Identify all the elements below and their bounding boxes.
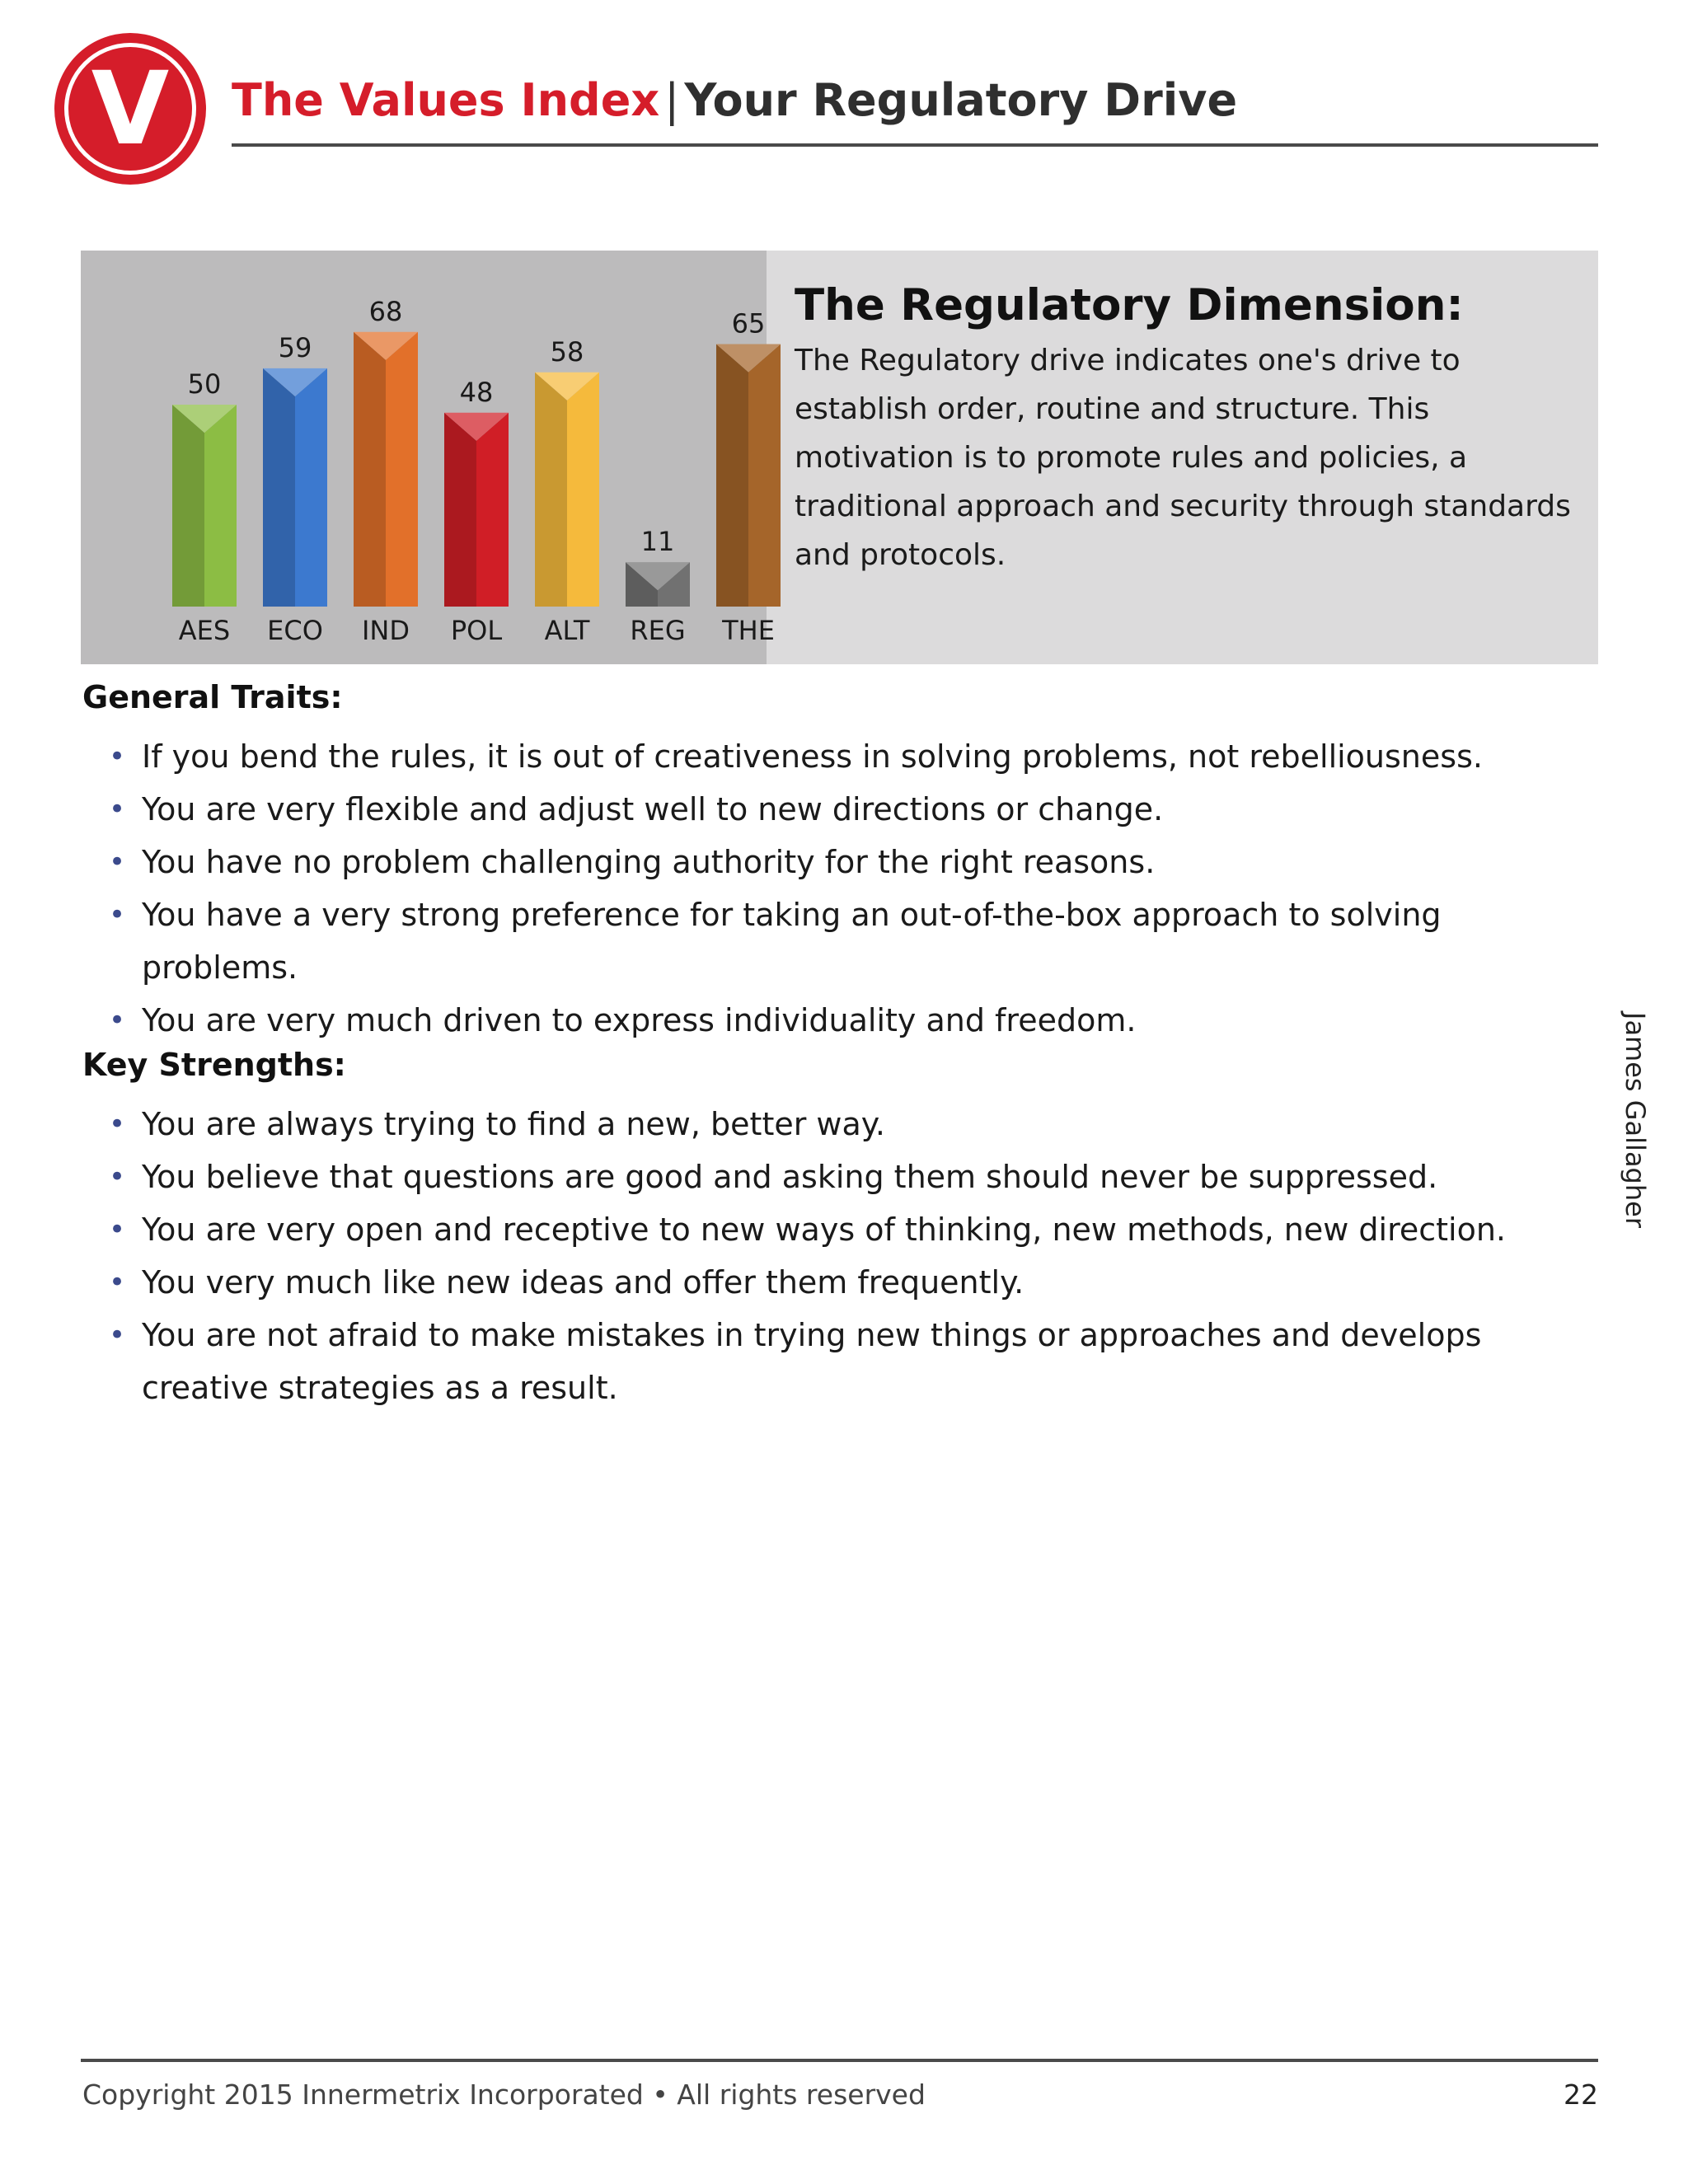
values-bar-chart — [81, 251, 775, 664]
bar-value-label: 58 — [550, 335, 584, 368]
brand-name: The Values Index — [232, 74, 660, 126]
bar-reg — [626, 526, 690, 646]
bar-right-face — [386, 332, 418, 607]
bar-left-face — [444, 413, 476, 607]
bullet-icon: • — [109, 740, 126, 773]
key-strengths-list — [82, 1098, 1550, 1414]
bar-right-face — [567, 373, 599, 607]
list-item — [82, 888, 1550, 994]
list-item — [82, 836, 1550, 888]
list-item — [82, 1151, 1550, 1203]
footer-divider — [81, 2059, 1598, 2062]
bar-category-label: ECO — [267, 615, 323, 646]
bar-value-label: 48 — [459, 376, 494, 408]
bar-category-label: REG — [630, 615, 686, 646]
header-divider — [232, 143, 1598, 147]
bar-right-face — [748, 344, 781, 607]
bullet-icon: • — [109, 846, 126, 879]
bar-right-face — [204, 405, 237, 607]
bar-left-face — [716, 344, 748, 607]
list-item-text: If you bend the rules, it is out of creativeness in solving problems, not rebelliousness. — [142, 738, 1483, 775]
page-number: 22 — [1564, 2079, 1598, 2111]
bullet-icon: • — [109, 1213, 126, 1246]
bar-eco — [263, 332, 327, 646]
list-item-text: You very much like new ideas and offer them frequently. — [142, 1264, 1025, 1301]
bar-value-label: 65 — [731, 307, 766, 340]
logo-letter: V — [91, 50, 170, 167]
general-traits-list — [82, 730, 1550, 1047]
bar-ind — [354, 296, 418, 646]
bullet-icon: • — [109, 898, 126, 931]
dimension-description: The Regulatory drive indicates one's drive to establish order, routine and structure. This motivation is to promote rules and policies, a traditional approach and security through standards and protocols. — [795, 344, 1571, 572]
footer-copyright: Copyright 2015 Innermetrix Incorporated • All rights reserved — [82, 2079, 926, 2111]
bar-right-face — [476, 413, 509, 607]
list-item-text: You have no problem challenging authority for the right reasons. — [142, 844, 1156, 880]
bar-category-label: ALT — [544, 615, 590, 646]
bar-aes — [172, 368, 237, 646]
list-item — [82, 730, 1550, 783]
bar-value-label: 11 — [640, 526, 675, 558]
bar-value-label: 59 — [278, 331, 312, 363]
bar-value-label: 68 — [368, 295, 403, 327]
participant-name: James Gallagher — [1620, 1012, 1651, 1228]
bar-category-label: THE — [722, 615, 775, 646]
bar-left-face — [172, 405, 204, 607]
list-item-text: You have a very strong preference for taking an out-of-the-box approach to solving problems. — [142, 897, 1442, 986]
values-index-logo — [54, 33, 206, 185]
page-header-title — [232, 74, 1237, 127]
list-item-text: You are very flexible and adjust well to new directions or change. — [142, 791, 1164, 827]
list-item — [82, 1098, 1550, 1151]
bullet-icon: • — [109, 1160, 126, 1193]
bullet-icon: • — [109, 1266, 126, 1299]
bar-left-face — [535, 373, 567, 607]
bullet-icon: • — [109, 1319, 126, 1352]
key-strengths-heading: Key Strengths: — [82, 1047, 346, 1083]
list-item-text: You are always trying to find a new, better way. — [142, 1106, 885, 1142]
general-traits-heading: General Traits: — [82, 679, 343, 715]
page-title: Your Regulatory Drive — [684, 74, 1238, 126]
bar-category-label: AES — [178, 615, 231, 646]
list-item — [82, 1309, 1550, 1414]
list-item-text: You are very much driven to express individuality and freedom. — [142, 1002, 1137, 1038]
bullet-icon: • — [109, 1004, 126, 1037]
bar-value-label: 50 — [187, 368, 222, 400]
bar-left-face — [354, 332, 386, 607]
list-item-text: You believe that questions are good and asking them should never be suppressed. — [142, 1159, 1438, 1195]
bar-pol — [444, 377, 509, 646]
list-item — [82, 994, 1550, 1047]
bar-left-face — [263, 368, 295, 607]
bar-category-label: POL — [450, 615, 503, 646]
bullet-icon: • — [109, 1108, 126, 1141]
dimension-title: The Regulatory Dimension: — [795, 280, 1464, 330]
bullet-icon: • — [109, 793, 126, 826]
list-item — [82, 783, 1550, 836]
bar-right-face — [295, 368, 327, 607]
bar-category-label: IND — [361, 615, 410, 646]
list-item — [82, 1203, 1550, 1256]
bar-the — [716, 308, 781, 647]
list-item-text: You are not afraid to make mistakes in trying new things or approaches and develops creative strategies as a result. — [142, 1317, 1482, 1406]
title-separator: | — [664, 74, 680, 126]
list-item — [82, 1256, 1550, 1309]
list-item-text: You are very open and receptive to new ways of thinking, new methods, new direction. — [142, 1212, 1507, 1248]
bar-alt — [535, 336, 599, 646]
